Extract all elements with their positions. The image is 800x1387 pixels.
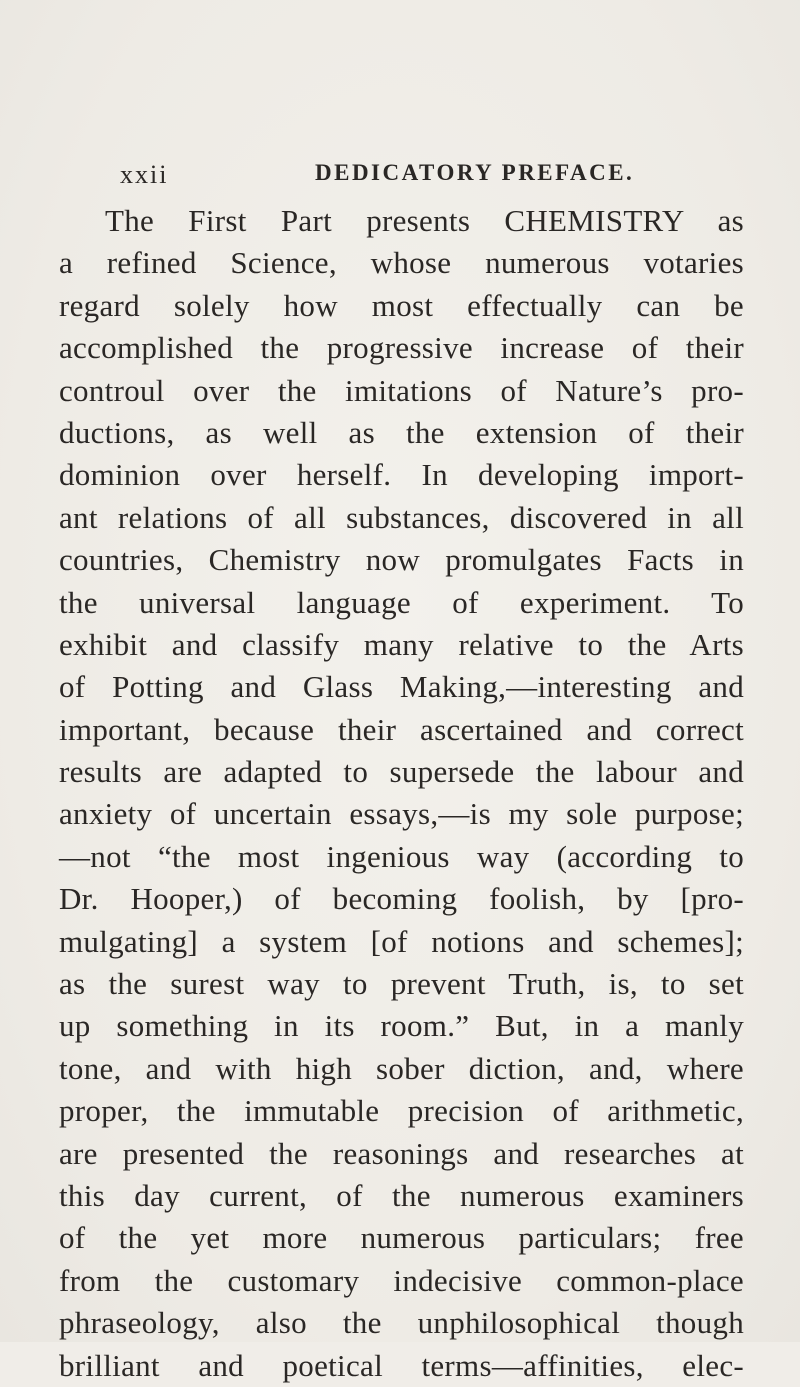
text-line: accomplished the progressive increase of their	[59, 330, 744, 366]
text-line: phraseology, also the unphilosophical though	[59, 1305, 744, 1341]
text-line: are presented the reasonings and researches at	[59, 1135, 744, 1171]
text-line: exhibit and classify many relative to the Arts	[59, 626, 744, 662]
running-title: DEDICATORY PREFACE.	[315, 160, 635, 185]
text-line: important, because their ascertained and correct	[59, 711, 744, 747]
text-line: ant relations of all substances, discovered in all	[59, 499, 744, 535]
text-line: The First Part presents CHEMISTRY as	[105, 203, 744, 238]
text-line: —not “the most ingenious way (according to	[59, 838, 744, 874]
text-line: regard solely how most effectually can be	[59, 287, 744, 323]
text-line: brilliant and poetical terms—affinities, elec-	[59, 1347, 744, 1383]
page-number: xxii	[120, 160, 169, 189]
text-line: this day current, of the numerous examiners	[59, 1177, 744, 1213]
text-line: results are adapted to supersede the labour and	[59, 754, 744, 790]
text-line: proper, the immutable precision of arithmetic,	[59, 1093, 744, 1129]
text-line: tone, and with high sober diction, and, where	[59, 1050, 744, 1086]
text-line: of Potting and Glass Making,—interesting and	[59, 669, 744, 705]
running-head	[120, 160, 740, 190]
body-text	[59, 200, 744, 1387]
text-line: Dr. Hooper,) of becoming foolish, by [pro-	[59, 881, 744, 917]
text-line: the universal language of experiment. To	[59, 584, 744, 620]
text-line: mulgating] a system [of notions and schemes];	[59, 923, 744, 959]
text-line: countries, Chemistry now promulgates Facts in	[59, 542, 744, 578]
text-line: from the customary indecisive common-place	[59, 1262, 744, 1298]
text-line: up something in its room.” But, in a manly	[59, 1008, 744, 1044]
text-line: ductions, as well as the extension of their	[59, 414, 744, 450]
text-line: anxiety of uncertain essays,—is my sole purpose;	[59, 796, 744, 832]
text-line: a refined Science, whose numerous votaries	[59, 245, 744, 281]
text-line: dominion over herself. In developing import-	[59, 457, 744, 493]
text-line: as the surest way to prevent Truth, is, to set	[59, 966, 744, 1002]
text-line: controul over the imitations of Nature’s pro-	[59, 372, 744, 408]
text-line: of the yet more numerous particulars; free	[59, 1220, 744, 1256]
